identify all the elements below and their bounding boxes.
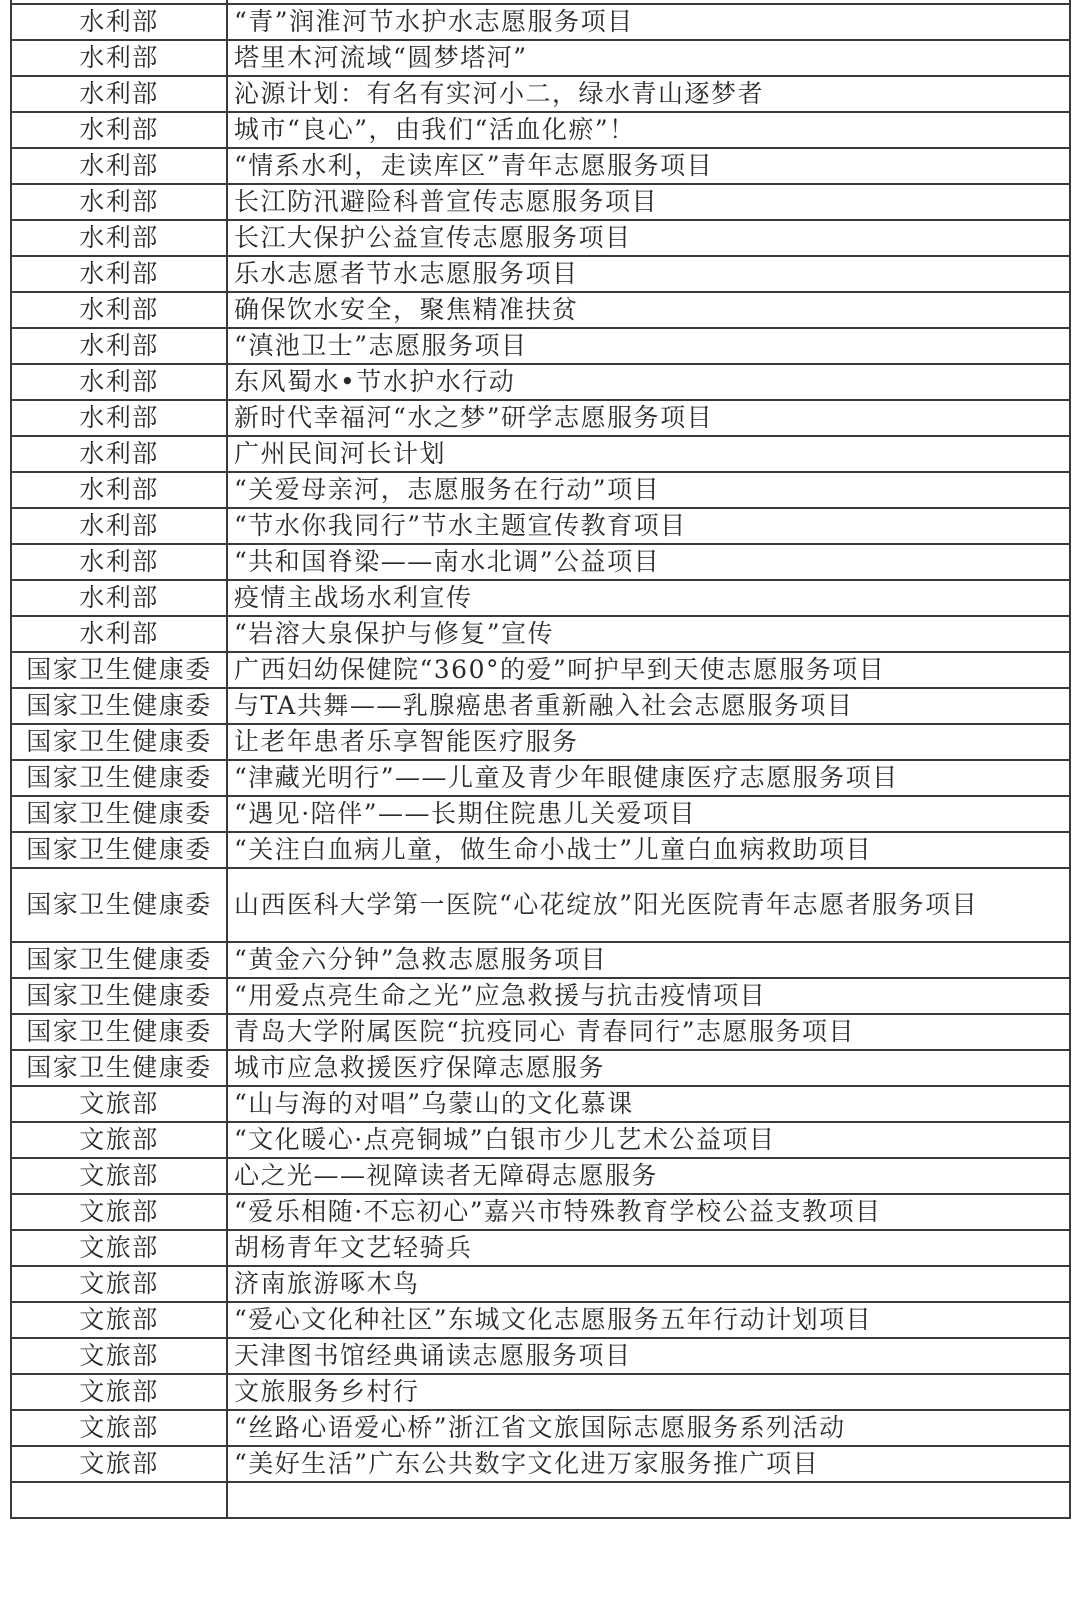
- project-cell: “山与海的对唱”乌蒙山的文化慕课: [227, 1086, 1070, 1122]
- table-row: [11, 1230, 1070, 1266]
- dept-cell: 水利部: [11, 40, 227, 76]
- project-cell: 长江大保护公益宣传志愿服务项目: [227, 220, 1070, 256]
- project-cell: 文旅服务乡村行: [227, 1374, 1070, 1410]
- table-row: [11, 760, 1070, 796]
- table-row: [11, 942, 1070, 978]
- table-row: [11, 616, 1070, 652]
- dept-cell: 水利部: [11, 184, 227, 220]
- dept-cell: 文旅部: [11, 1302, 227, 1338]
- dept-cell: 水利部: [11, 508, 227, 544]
- project-cell: “爱乐相随·不忘初心”嘉兴市特殊教育学校公益支教项目: [227, 1194, 1070, 1230]
- project-cell: 胡杨青年文艺轻骑兵: [227, 1230, 1070, 1266]
- dept-cell: 水利部: [11, 292, 227, 328]
- dept-cell: 水利部: [11, 76, 227, 112]
- table-row: [11, 544, 1070, 580]
- project-cell: [227, 1482, 1070, 1518]
- volunteer-project-table: [10, 0, 1071, 1519]
- dept-cell: 国家卫生健康委: [11, 796, 227, 832]
- project-cell: “青”润淮河节水护水志愿服务项目: [227, 4, 1070, 40]
- dept-cell: 文旅部: [11, 1374, 227, 1410]
- table-row: [11, 832, 1070, 868]
- table-row: [11, 1410, 1070, 1446]
- project-cell: “滇池卫士”志愿服务项目: [227, 328, 1070, 364]
- project-cell: “关注白血病儿童，做生命小战士”儿童白血病救助项目: [227, 832, 1070, 868]
- table-row: [11, 580, 1070, 616]
- table-row: [11, 508, 1070, 544]
- project-cell: 天津图书馆经典诵读志愿服务项目: [227, 1338, 1070, 1374]
- dept-cell: 国家卫生健康委: [11, 942, 227, 978]
- project-cell: “爱心文化种社区”东城文化志愿服务五年行动计划项目: [227, 1302, 1070, 1338]
- dept-cell: 水利部: [11, 616, 227, 652]
- project-cell: 确保饮水安全，聚焦精准扶贫: [227, 292, 1070, 328]
- project-cell: 疫情主战场水利宣传: [227, 580, 1070, 616]
- dept-cell: 水利部: [11, 472, 227, 508]
- project-cell: “岩溶大泉保护与修复”宣传: [227, 616, 1070, 652]
- dept-cell: 国家卫生健康委: [11, 1050, 227, 1086]
- project-cell: 心之光——视障读者无障碍志愿服务: [227, 1158, 1070, 1194]
- table-row: [11, 364, 1070, 400]
- table-row: [11, 1122, 1070, 1158]
- dept-cell: 水利部: [11, 580, 227, 616]
- dept-cell: 水利部: [11, 148, 227, 184]
- dept-cell: 国家卫生健康委: [11, 978, 227, 1014]
- table-row: [11, 112, 1070, 148]
- dept-cell: 文旅部: [11, 1194, 227, 1230]
- table-row: [11, 292, 1070, 328]
- dept-cell: 水利部: [11, 256, 227, 292]
- project-cell: 塔里木河流域“圆梦塔河”: [227, 40, 1070, 76]
- table-row: [11, 724, 1070, 760]
- project-cell: “黄金六分钟”急救志愿服务项目: [227, 942, 1070, 978]
- project-cell: “用爱点亮生命之光”应急救援与抗击疫情项目: [227, 978, 1070, 1014]
- table-row: [11, 1014, 1070, 1050]
- project-cell: “津藏光明行”——儿童及青少年眼健康医疗志愿服务项目: [227, 760, 1070, 796]
- dept-cell: 水利部: [11, 436, 227, 472]
- dept-cell: 文旅部: [11, 1230, 227, 1266]
- project-cell: 新时代幸福河“水之梦”研学志愿服务项目: [227, 400, 1070, 436]
- table-row: [11, 1374, 1070, 1410]
- table-row: [11, 220, 1070, 256]
- project-cell: “美好生活”广东公共数字文化进万家服务推广项目: [227, 1446, 1070, 1482]
- project-table-container: [10, 0, 1071, 1519]
- project-cell: 城市“良心”，由我们“活血化瘀”！: [227, 112, 1070, 148]
- project-cell: 与TA共舞——乳腺癌患者重新融入社会志愿服务项目: [227, 688, 1070, 724]
- project-cell: 乐水志愿者节水志愿服务项目: [227, 256, 1070, 292]
- dept-cell: 文旅部: [11, 1086, 227, 1122]
- table-row: [11, 400, 1070, 436]
- dept-cell: 国家卫生健康委: [11, 760, 227, 796]
- dept-cell: 文旅部: [11, 1158, 227, 1194]
- project-cell: 山西医科大学第一医院“心花绽放”阳光医院青年志愿者服务项目: [227, 868, 1070, 942]
- dept-cell: 水利部: [11, 328, 227, 364]
- project-cell: “关爱母亲河，志愿服务在行动”项目: [227, 472, 1070, 508]
- project-cell: 让老年患者乐享智能医疗服务: [227, 724, 1070, 760]
- project-cell: “情系水利，走读库区”青年志愿服务项目: [227, 148, 1070, 184]
- dept-cell: 水利部: [11, 544, 227, 580]
- project-cell: 长江防汛避险科普宣传志愿服务项目: [227, 184, 1070, 220]
- dept-cell: 水利部: [11, 112, 227, 148]
- dept-cell: 文旅部: [11, 1338, 227, 1374]
- table-row: [11, 1338, 1070, 1374]
- table-row: [11, 1446, 1070, 1482]
- table-row: [11, 1050, 1070, 1086]
- table-row: [11, 1266, 1070, 1302]
- project-cell: “丝路心语爱心桥”浙江省文旅国际志愿服务系列活动: [227, 1410, 1070, 1446]
- dept-cell: 水利部: [11, 220, 227, 256]
- dept-cell: 水利部: [11, 4, 227, 40]
- dept-cell: 文旅部: [11, 1266, 227, 1302]
- table-row: [11, 472, 1070, 508]
- table-row: [11, 4, 1070, 40]
- table-row: [11, 40, 1070, 76]
- table-row: [11, 1086, 1070, 1122]
- dept-cell: 国家卫生健康委: [11, 652, 227, 688]
- project-cell: 城市应急救援医疗保障志愿服务: [227, 1050, 1070, 1086]
- project-cell: 广州民间河长计划: [227, 436, 1070, 472]
- table-row: [11, 652, 1070, 688]
- table-row: [11, 796, 1070, 832]
- table-row: [11, 436, 1070, 472]
- dept-cell: 文旅部: [11, 1446, 227, 1482]
- table-row: [11, 1194, 1070, 1230]
- dept-cell: 国家卫生健康委: [11, 868, 227, 942]
- table-row: [11, 256, 1070, 292]
- table-row: [11, 1482, 1070, 1518]
- project-cell: “文化暖心·点亮铜城”白银市少儿艺术公益项目: [227, 1122, 1070, 1158]
- table-row: [11, 688, 1070, 724]
- dept-cell: 文旅部: [11, 1410, 227, 1446]
- dept-cell: 水利部: [11, 400, 227, 436]
- table-row: [11, 76, 1070, 112]
- table-row: [11, 868, 1070, 942]
- table-row: [11, 328, 1070, 364]
- dept-cell: [11, 1482, 227, 1518]
- project-cell: 青岛大学附属医院“抗疫同心 青春同行”志愿服务项目: [227, 1014, 1070, 1050]
- project-cell: 广西妇幼保健院“360°的爱”呵护早到天使志愿服务项目: [227, 652, 1070, 688]
- dept-cell: 国家卫生健康委: [11, 724, 227, 760]
- dept-cell: 水利部: [11, 364, 227, 400]
- table-row: [11, 184, 1070, 220]
- project-cell: 东风蜀水•节水护水行动: [227, 364, 1070, 400]
- table-row: [11, 978, 1070, 1014]
- project-cell: 济南旅游啄木鸟: [227, 1266, 1070, 1302]
- dept-cell: 国家卫生健康委: [11, 832, 227, 868]
- dept-cell: 国家卫生健康委: [11, 688, 227, 724]
- project-cell: 沁源计划：有名有实河小二，绿水青山逐梦者: [227, 76, 1070, 112]
- table-row: [11, 1302, 1070, 1338]
- project-cell: “节水你我同行”节水主题宣传教育项目: [227, 508, 1070, 544]
- dept-cell: 国家卫生健康委: [11, 1014, 227, 1050]
- table-row: [11, 148, 1070, 184]
- project-cell: “共和国脊梁——南水北调”公益项目: [227, 544, 1070, 580]
- table-row: [11, 1158, 1070, 1194]
- dept-cell: 文旅部: [11, 1122, 227, 1158]
- project-cell: “遇见·陪伴”——长期住院患儿关爱项目: [227, 796, 1070, 832]
